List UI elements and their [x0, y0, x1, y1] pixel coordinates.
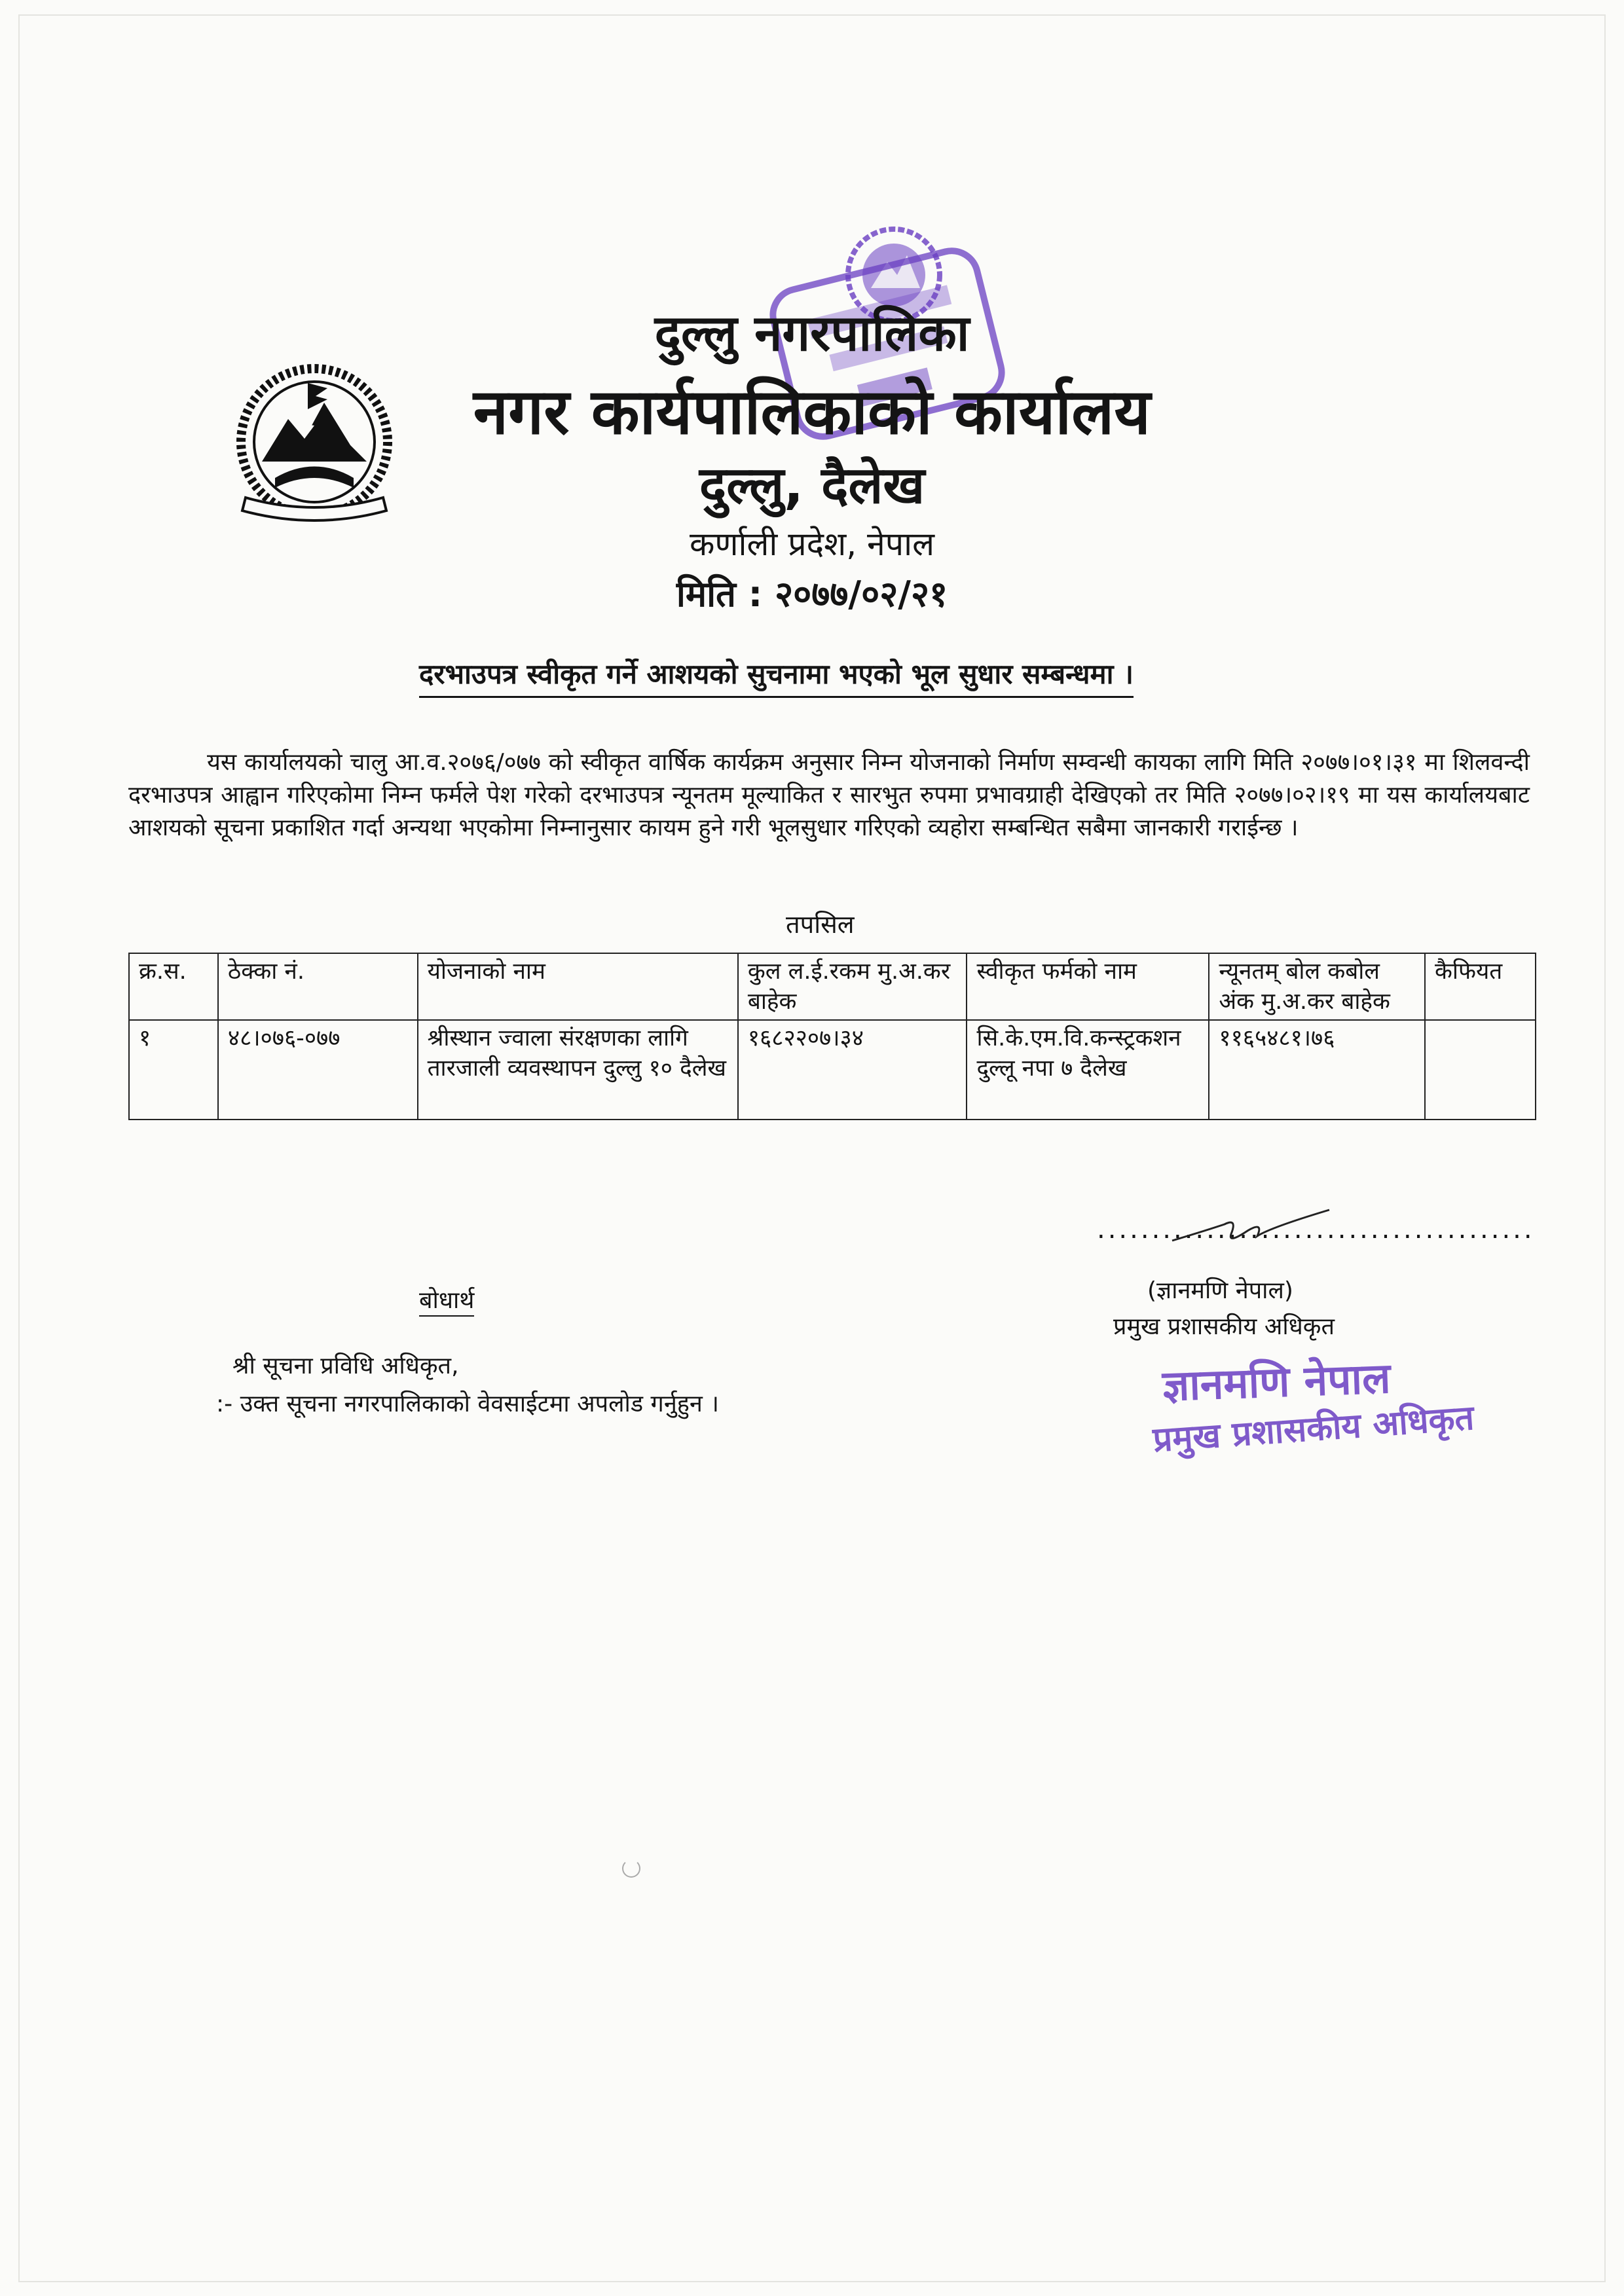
cell-project-name: श्रीस्थान ज्वाला संरक्षणका लागि तारजाली व्यवस्थापन दुल्लु १० दैलेख — [418, 1020, 738, 1120]
header-firm-name: स्वीकृत फर्मको नाम — [967, 953, 1209, 1020]
header-project-name: योजनाको नाम — [418, 953, 738, 1020]
handwritten-signature-icon — [1166, 1205, 1336, 1250]
cc-recipient: श्री सूचना प्रविधि अधिकृत, — [232, 1353, 459, 1379]
signature-line: ........................................ — [1097, 1214, 1535, 1245]
cc-note: :- उक्त सूचना नगरपालिकाको वेवसाईटमा अपलोड गर्नुहुन । — [216, 1391, 719, 1417]
signatory-name: (ज्ञानमणि नेपाल) — [1147, 1277, 1293, 1304]
municipality-name: दुल्लु नगरपालिका — [654, 304, 970, 362]
subject-line: दरभाउपत्र स्वीकृत गर्ने आशयको सुचनामा भएको भूल सुधार सम्बन्धमा । — [419, 655, 1134, 698]
body-paragraph: यस कार्यालयको चालु आ.व.२०७६/०७७ को स्वीकृत वार्षिक कार्यक्रम अनुसार निम्न योजनाको निर्माण सम्वन्धी कायका लागि मिति २०७७।०१।३१ मा शिलवन्दी दरभाउपत्र आह्वान गरिएकोमा निम्न फर्मले पेश गरेको दरभाउपत्र न्यूनतम मूल्याकित र सारभुत रुपमा प्रभावग्राही देखिएको तर मिति २०७७।०२।१९ मा यस कार्यालयबाट आशयको सूचना प्रकाशित गर्दा अन्यथा भएकोमा निम्नानुसार कायम हुने गरी भूलसुधार गरिएको व्यहोरा सम्बन्धित सबैमा जानकारी गराईन्छ । — [128, 749, 1530, 841]
stamp-title: प्रमुख प्रशासकीय अधिकृत — [1151, 1398, 1475, 1461]
office-name: नगर कार्यपालिकाको कार्यालय — [473, 375, 1151, 448]
annex-title: तपसिल — [786, 910, 855, 939]
table-header-row — [129, 953, 1536, 1020]
cell-contract-no: ४८।०७६-०७७ — [218, 1020, 418, 1120]
signatory-title: प्रमुख प्रशासकीय अधिकृत — [1113, 1313, 1335, 1340]
office-location: दुल्लु, दैलेख — [699, 456, 925, 515]
header-lowest-bid: न्यूनतम् बोल कबोल अंक मु.अ.कर बाहेक — [1209, 953, 1425, 1020]
header-serial: क्र.स. — [129, 953, 218, 1020]
table-row — [129, 1020, 1536, 1120]
cell-serial: १ — [129, 1020, 218, 1120]
cell-firm-name: सि.के.एम.वि.कन्स्ट्रकशन दुल्लू नपा ७ दैलेख — [967, 1020, 1209, 1120]
header-contract-no: ठेक्का नं. — [218, 953, 418, 1020]
header-total-estimate: कुल ल.ई.रकम मु.अ.कर बाहेक — [738, 953, 967, 1020]
cc-heading: बोधार्थ — [419, 1283, 474, 1317]
cell-remarks — [1425, 1020, 1536, 1120]
contract-table — [128, 953, 1536, 1120]
province-line: कर्णाली प्रदेश, नेपाल — [689, 525, 935, 563]
document-date: मिति : २०७७/०२/२१ — [676, 574, 948, 615]
stamp-name: ज्ञानमणि नेपाल — [1161, 1354, 1392, 1412]
cell-lowest-bid: ११६५४८१।७६ — [1209, 1020, 1425, 1120]
cell-total-estimate: १६८२२०७।३४ — [738, 1020, 967, 1120]
scan-mark — [622, 1859, 640, 1878]
header-remarks: कैफियत — [1425, 953, 1536, 1020]
